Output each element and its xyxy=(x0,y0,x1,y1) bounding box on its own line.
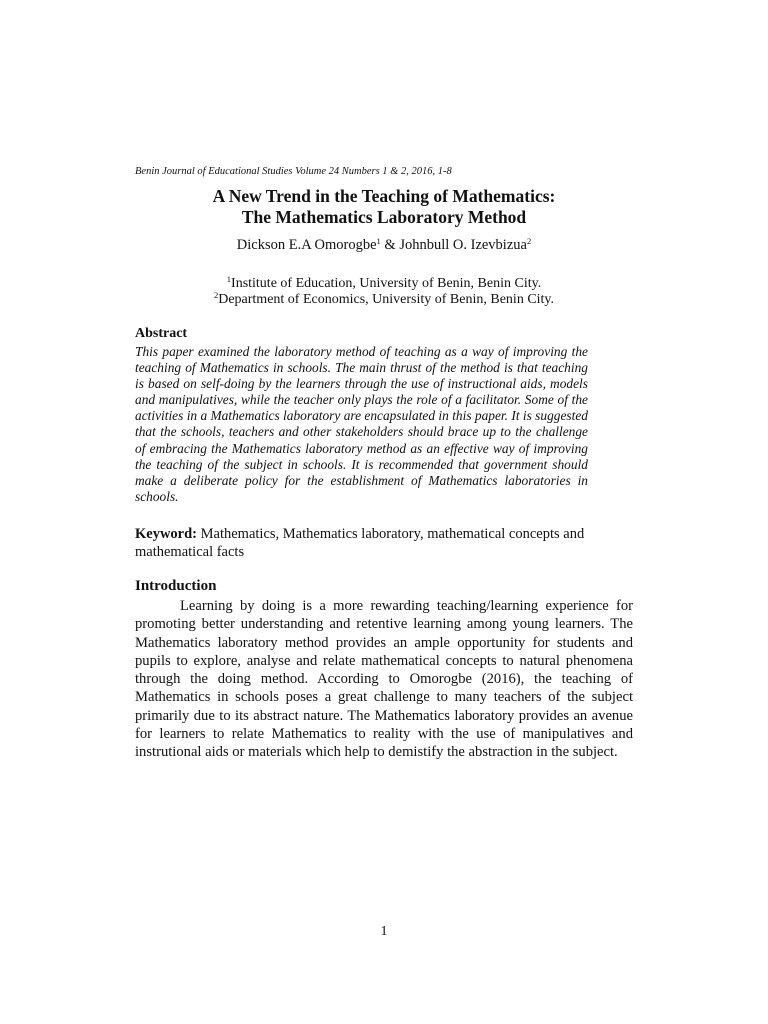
affiliation-2-text: Department of Economics, University of Benin, Benin City. xyxy=(218,292,555,307)
keywords-text: Mathematics, Mathematics laboratory, mathematical concepts and mathematical facts xyxy=(135,526,585,560)
affiliation-1 xyxy=(0,276,768,292)
page-number: 1 xyxy=(380,924,388,939)
author-2-affiliation-mark: 2 xyxy=(526,236,532,246)
paper-title-line-1: A New Trend in the Teaching of Mathematics: xyxy=(212,186,556,206)
author-1-name: Dickson E.A Omorogbe xyxy=(236,237,377,253)
author-1-affiliation-mark: 1 xyxy=(376,236,381,246)
introduction-heading: Introduction xyxy=(135,578,217,594)
author-2-name: Johnbull O. Izevbizua xyxy=(399,237,527,253)
paper-title-line-2: The Mathematics Laboratory Method xyxy=(241,207,527,227)
affiliation-1-text: Institute of Education, University of Benin, Benin City. xyxy=(231,276,542,291)
affiliation-2 xyxy=(0,292,768,308)
journal-header: Benin Journal of Educational Studies Volume 24 Numbers 1 & 2, 2016, 1-8 xyxy=(135,166,452,177)
affiliation-2-mark: 2 xyxy=(213,290,219,300)
author-separator: & xyxy=(380,237,400,253)
affiliation-1-mark: 1 xyxy=(226,274,232,284)
introduction-body: Learning by doing is a more rewarding teaching/learning experience for promoting better understanding and retentive learning among young learners. The Mathematics laboratory method provides an ample opportunity for students and pupils to explore, analyse and relate mathematical concepts to natural phenomena through the doing method. According to Omorogbe (2016), the teaching of Mathematics in schools poses a great challenge to many teachers of the subject primarily due to its abstract nature. The Mathematics laboratory provides an avenue for learners to relate Mathematics to reality with the use of manipulatives and instrutional aids or materials which help to demistify the abstraction in the subject. xyxy=(135,598,633,761)
keywords xyxy=(135,525,605,561)
abstract-heading: Abstract xyxy=(135,326,188,341)
author-line xyxy=(0,237,768,254)
keywords-label: Keyword: xyxy=(135,526,198,542)
abstract-body: This paper examined the laboratory method of teaching as a way of improving the teaching of Mathematics in schools. The main thrust of the method is that teaching is based on self-doing by the learners through the use of instructional aids, models and manipulatives, while the teacher only plays the role of a facilitator. Some of the activities in a Mathematics laboratory are encapsulated in this paper. It is suggested that the schools, teachers and other stakeholders should brace up to the challenge of embracing the Mathematics laboratory method as an effective way of improving the teaching of the subject in schools. It is recommended that government should make a deliberate policy for the establishment of Mathematics laboratories in schools. xyxy=(135,344,588,504)
